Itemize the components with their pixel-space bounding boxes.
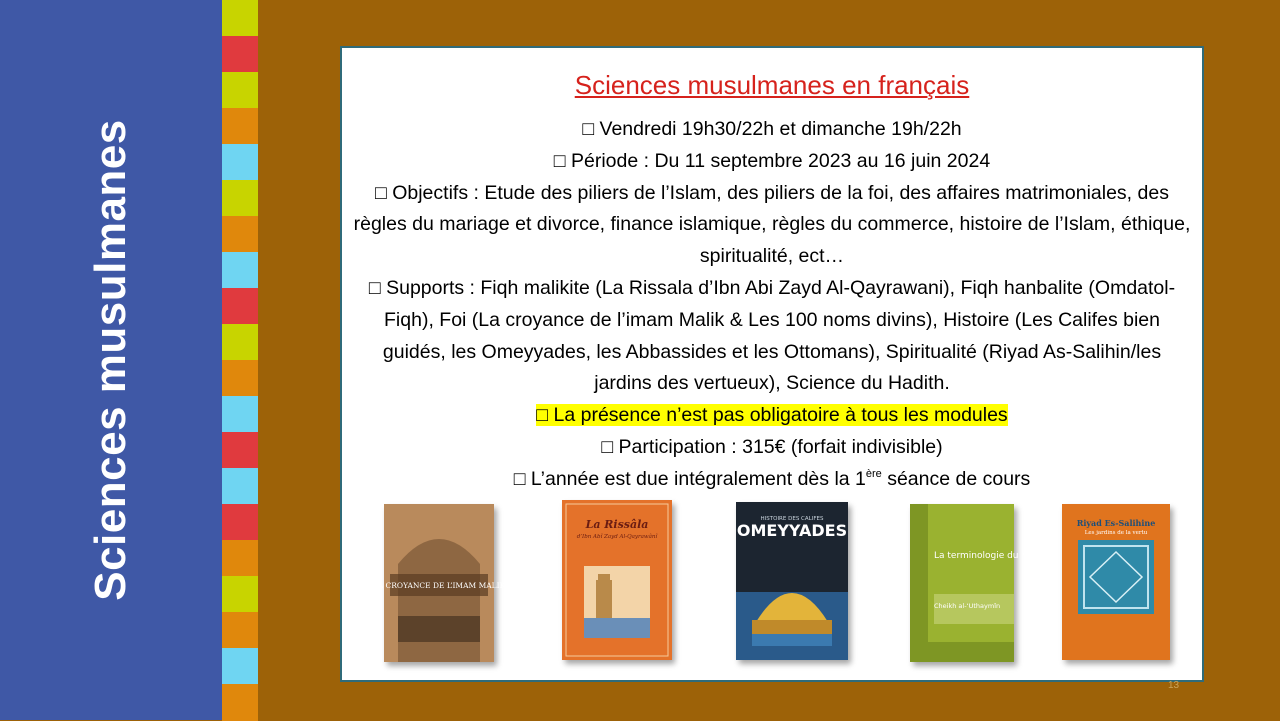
stripe-block [222, 180, 258, 217]
attendance-highlight: □ La présence n’est pas obligatoire à tous les modules [536, 404, 1008, 427]
sidebar-title: Sciences musulmanes [86, 119, 135, 601]
book-cover-terminologie-hadith [910, 504, 1051, 662]
stripe-block [222, 360, 258, 397]
stripe-block [222, 108, 258, 145]
schedule-line: □ Vendredi 19h30/22h et dimanche 19h/22h [582, 118, 962, 140]
book-cover-art [562, 500, 672, 660]
stripe-block [222, 288, 258, 325]
payment-text-start: □ L’année est due intégralement dès la 1 [513, 467, 866, 490]
page-number: 13 [1168, 680, 1180, 691]
color-stripe [222, 0, 258, 720]
supports-line: □ Supports : Fiqh malikite (La Rissala d’Ibn Abi Zayd Al-Qayrawani), Fiqh hanbalite (Omdatol-Fiqh), Foi (La croyance de l’imam Malik & Les 100 noms divins), Histoire (Les Califes bien guidés, les Omeyyades, les Abbassides et les Ottomans), Spiritualité (Riyad As-Salihin/les jardins des vertueux), Science du Hadith. [368, 276, 1176, 395]
sidebar [0, 0, 222, 720]
book-subtitle: Les jardins de la vertu [1084, 530, 1148, 536]
panel-heading: Sciences musulmanes en français [574, 70, 970, 100]
book-title: La terminologie du hadith [934, 551, 1051, 561]
stripe-block [222, 468, 258, 505]
payment-text-end: séance de cours [881, 467, 1031, 490]
book-cover-art [1062, 504, 1170, 660]
book-cover-art [372, 504, 506, 662]
content-panel [340, 46, 1204, 682]
book-title: La Rissâla [585, 518, 649, 531]
stripe-block [222, 252, 258, 289]
book-cover-rissala [562, 500, 672, 660]
stripe-block [222, 684, 258, 721]
period-line: □ Période : Du 11 septembre 2023 au 16 juin 2024 [553, 149, 991, 172]
attendance-line [352, 400, 1192, 432]
participation-line: □ Participation : 315€ (forfait indivisible) [601, 435, 943, 458]
stripe-block [222, 540, 258, 577]
book-cover-omeyyades [736, 502, 848, 660]
book-title: LA CROYANCE DE L’IMAM MALIK [372, 581, 506, 590]
stripe-block [222, 396, 258, 433]
stripe-block [222, 324, 258, 361]
book-subtitle: HISTOIRE DES CALIFES [760, 516, 824, 522]
book-subtitle: d’Ibn Abî Zayd Al-Qayrawânî [576, 534, 658, 540]
objectives-line: □ Objectifs : Etude des piliers de l’Islam, des piliers de la foi, des affaires matrimoniales, des règles du mariage et divorce, finance islamique, règles du commerce, histoire de l’Islam, éthique, spiritualité, ect… [353, 181, 1191, 268]
stripe-block [222, 0, 258, 37]
stripe-block [222, 72, 258, 109]
stripe-block [222, 432, 258, 469]
stripe-block [222, 612, 258, 649]
book-cover-art [736, 502, 848, 660]
payment-line [352, 464, 1192, 496]
book-title: Riyad Es-Salihine [1076, 518, 1156, 528]
book-cover-riyad-es-salihine [1062, 504, 1170, 660]
stripe-block [222, 36, 258, 73]
stripe-block [222, 504, 258, 541]
stripe-block [222, 648, 258, 685]
book-title: OMEYYADES [736, 521, 848, 540]
stripe-block [222, 216, 258, 253]
book-cover-croyance-imam-malik [372, 504, 506, 662]
book-cover-art [910, 504, 1051, 662]
book-subtitle: Cheikh al-‘Uthaymîn [934, 602, 1001, 610]
stripe-block [222, 144, 258, 181]
info-lines [352, 114, 1192, 496]
stripe-block [222, 576, 258, 613]
payment-superscript: ère [865, 467, 882, 480]
